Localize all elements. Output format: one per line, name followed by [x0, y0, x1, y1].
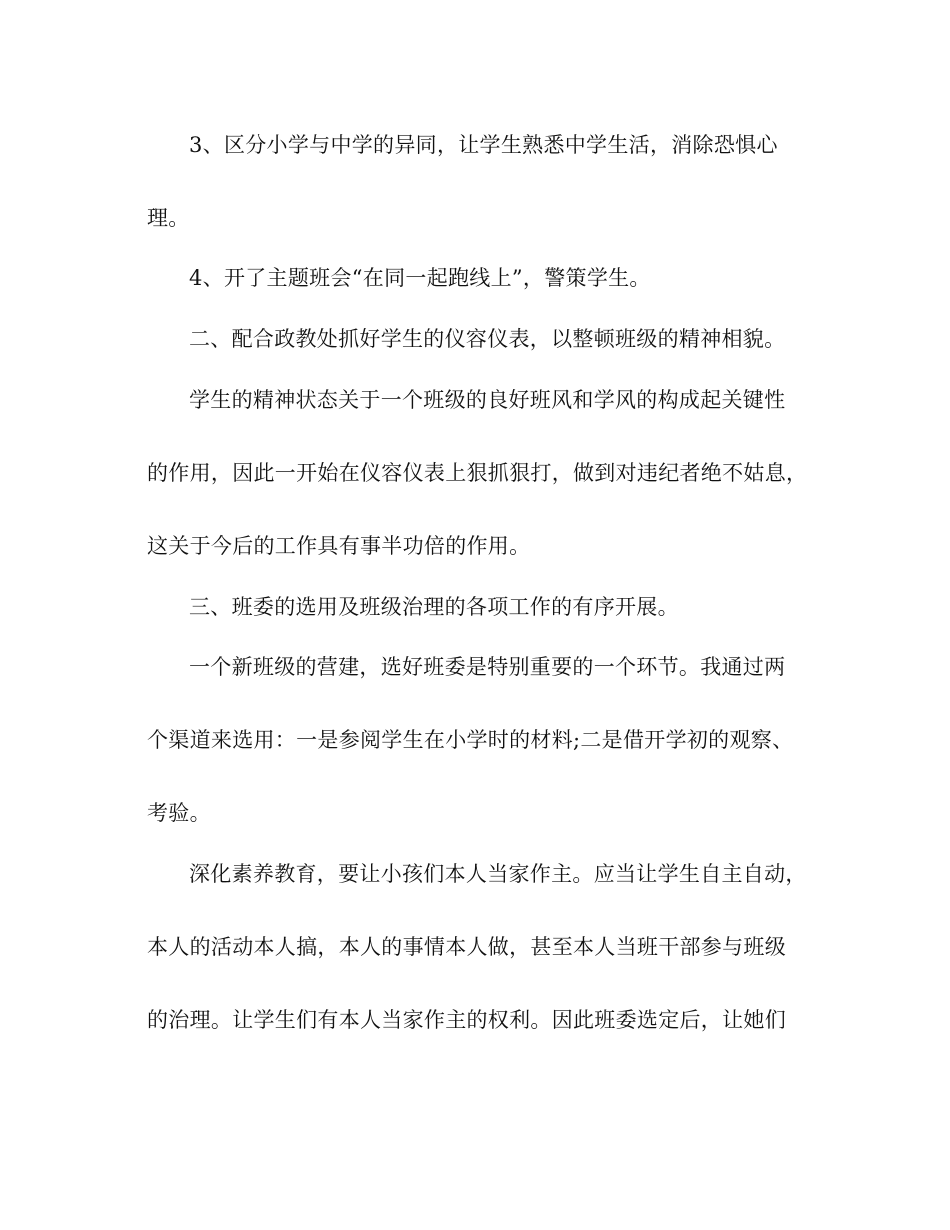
text-line: 理。	[147, 206, 190, 230]
text-line: 本人的活动本人搞，本人的事情本人做，甚至本人当班干部参与班级	[147, 935, 786, 959]
text-line: 三、班委的选用及班级治理的各项工作的有序开展。	[189, 595, 679, 619]
text-line: 的作用，因此一开始在仪容仪表上狠抓狠打，做到对违纪者绝不姑息，	[147, 461, 808, 485]
text-line: 3、区分小学与中学的异同，让学生熟悉中学生活，消除恐惧心	[189, 133, 778, 157]
text-line: 这关于今后的工作具有事半功倍的作用。	[147, 534, 531, 558]
text-line: 深化素养教育，要让小孩们本人当家作主。应当让学生自主自动，	[189, 862, 807, 886]
text-line: 的治理。让学生们有本人当家作主的权利。因此班委选定后，让她们	[147, 1008, 786, 1032]
text-line: 考验。	[147, 801, 211, 825]
text-line: 4、开了主题班会“在同一起跑线上”，警策学生。	[189, 266, 651, 290]
text-line: 一个新班级的营建，选好班委是特别重要的一个环节。我通过两	[189, 655, 786, 679]
text-line: 个渠道来选用：一是参阅学生在小学时的材料;二是借开学初的观察、	[147, 728, 794, 752]
text-line: 学生的精神状态关于一个班级的良好班风和学风的构成起关键性	[189, 388, 786, 412]
text-line: 二、配合政教处抓好学生的仪容仪表，以整顿班级的精神相貌。	[189, 327, 786, 351]
